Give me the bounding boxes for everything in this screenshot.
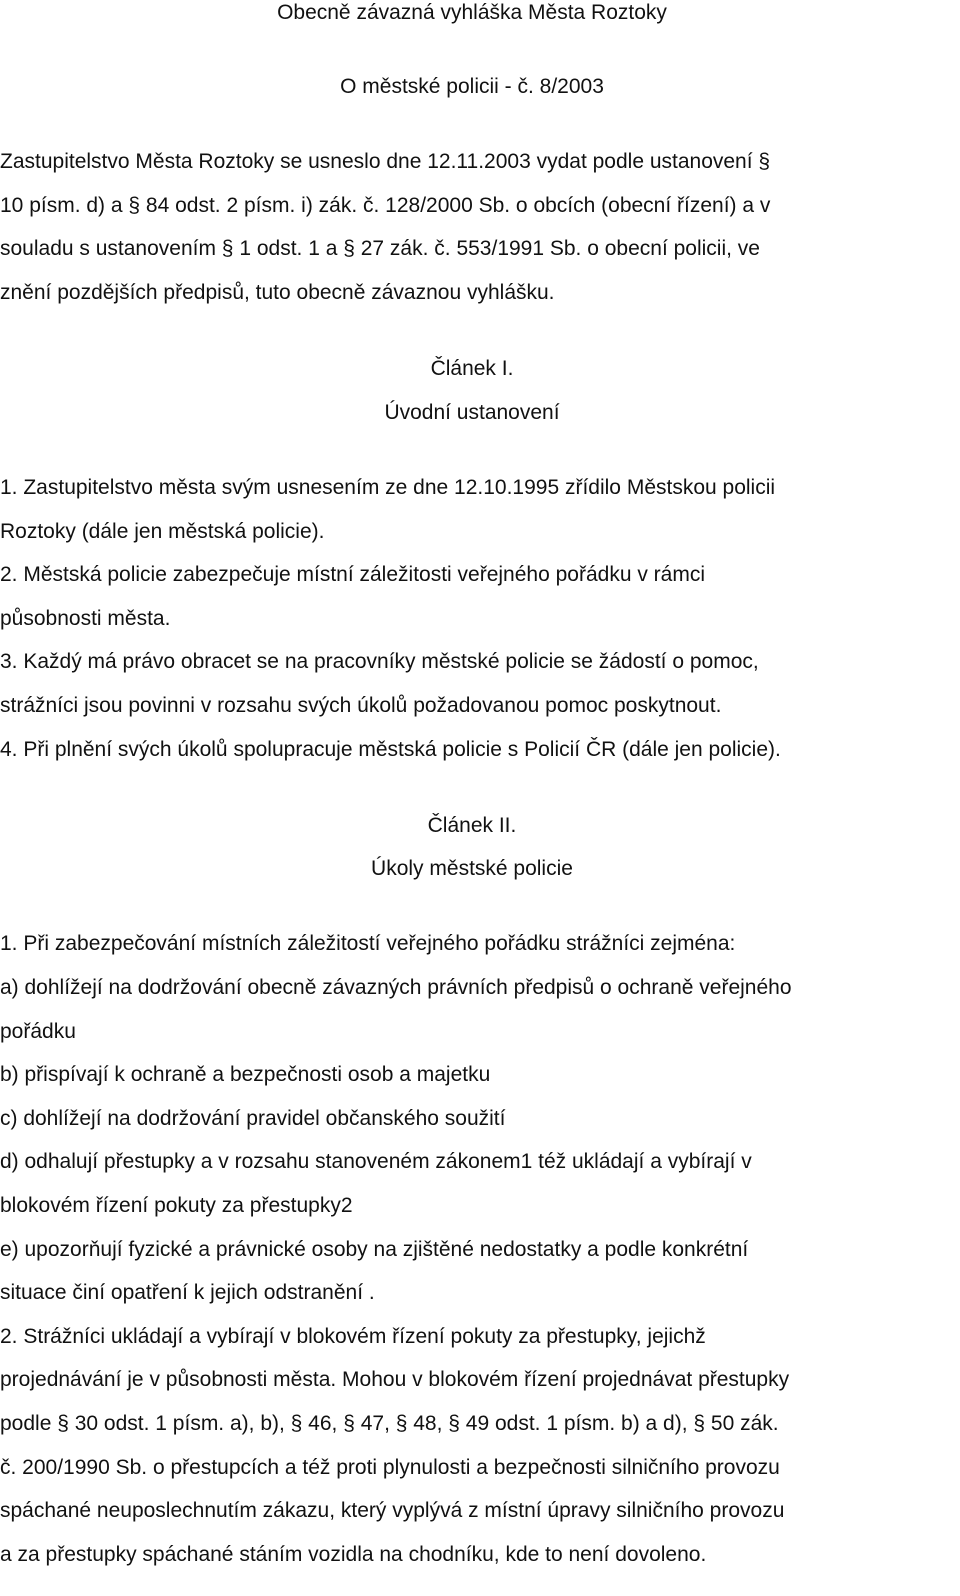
- article-1-title: Úvodní ustanovení: [384, 401, 560, 424]
- article-2-line: situace činí opatření k jejich odstranění .: [0, 1281, 375, 1304]
- article-2-line: projednávání je v působnosti města. Mohou v blokovém řízení projednávat přestupky: [0, 1368, 790, 1391]
- article-2-line: e) upozorňují fyzické a právnické osoby na zjištěné nedostatky a podle konkrétní: [0, 1238, 749, 1261]
- article-2-line: a za přestupky spáchané stáním vozidla na chodníku, kde to není dovoleno.: [0, 1543, 707, 1566]
- article-2-line: spáchané neuposlechnutím zákazu, který vyplývá z místní úpravy silničního provozu: [0, 1499, 785, 1522]
- article-1-line: působnosti města.: [0, 607, 171, 630]
- article-1-line: 1. Zastupitelstvo města svým usnesením ze dne 12.10.1995 zřídilo Městskou policii: [0, 476, 776, 499]
- article-1-line: 4. Při plnění svých úkolů spolupracuje městská policie s Policií ČR (dále jen policie).: [0, 738, 781, 761]
- article-2-title: Úkoly městské policie: [371, 857, 573, 880]
- article-2-line: pořádku: [0, 1020, 76, 1043]
- article-2-line: b) přispívají k ochraně a bezpečnosti osob a majetku: [0, 1063, 491, 1086]
- article-2-line: c) dohlížejí na dodržování pravidel občanského soužití: [0, 1107, 506, 1130]
- preamble-line: znění pozdějších předpisů, tuto obecně závaznou vyhlášku.: [0, 280, 555, 304]
- document-title: Obecně závazná vyhláška Města Roztoky: [277, 1, 667, 24]
- preamble-line: souladu s ustanovením § 1 odst. 1 a § 27 zák. č. 553/1991 Sb. o obecní policii, ve: [0, 237, 760, 261]
- article-1-line: 3. Každý má právo obracet se na pracovníky městské policie se žádostí o pomoc,: [0, 650, 759, 673]
- article-1-number: Článek I.: [430, 357, 514, 380]
- article-2-line: 2. Strážníci ukládají a vybírají v blokovém řízení pokuty za přestupky, jejichž: [0, 1325, 706, 1348]
- article-2-line: 1. Při zabezpečování místních záležitostí veřejného pořádku strážníci zejména:: [0, 932, 736, 955]
- article-2-line: podle § 30 odst. 1 písm. a), b), § 46, § 47, § 48, § 49 odst. 1 písm. b) a d), § 50 zák.: [0, 1412, 779, 1435]
- article-2-line: blokovém řízení pokuty za přestupky2: [0, 1194, 353, 1217]
- article-2-line: a) dohlížejí na dodržování obecně závazných právních předpisů o ochraně veřejného: [0, 976, 792, 999]
- article-1-line: strážníci jsou povinni v rozsahu svých úkolů požadovanou pomoc poskytnout.: [0, 694, 722, 717]
- preamble-line: 10 písm. d) a § 84 odst. 2 písm. i) zák. č. 128/2000 Sb. o obcích (obecní řízení) a v: [0, 193, 771, 217]
- document-subtitle: O městské policii - č. 8/2003: [340, 75, 604, 98]
- preamble-line: Zastupitelstvo Města Roztoky se usneslo dne 12.11.2003 vydat podle ustanovení §: [0, 150, 771, 173]
- article-2-line: d) odhalují přestupky a v rozsahu stanoveném zákonem1 též ukládají a vybírají v: [0, 1150, 752, 1173]
- article-2-number: Článek II.: [427, 814, 517, 837]
- preamble: [0, 140, 944, 314]
- article-2-line: č. 200/1990 Sb. o přestupcích a též proti plynulosti a bezpečnosti silničního provozu: [0, 1456, 780, 1479]
- article-1-line: Roztoky (dále jen městská policie).: [0, 520, 325, 543]
- article-1-line: 2. Městská policie zabezpečuje místní záležitosti veřejného pořádku v rámci: [0, 563, 705, 586]
